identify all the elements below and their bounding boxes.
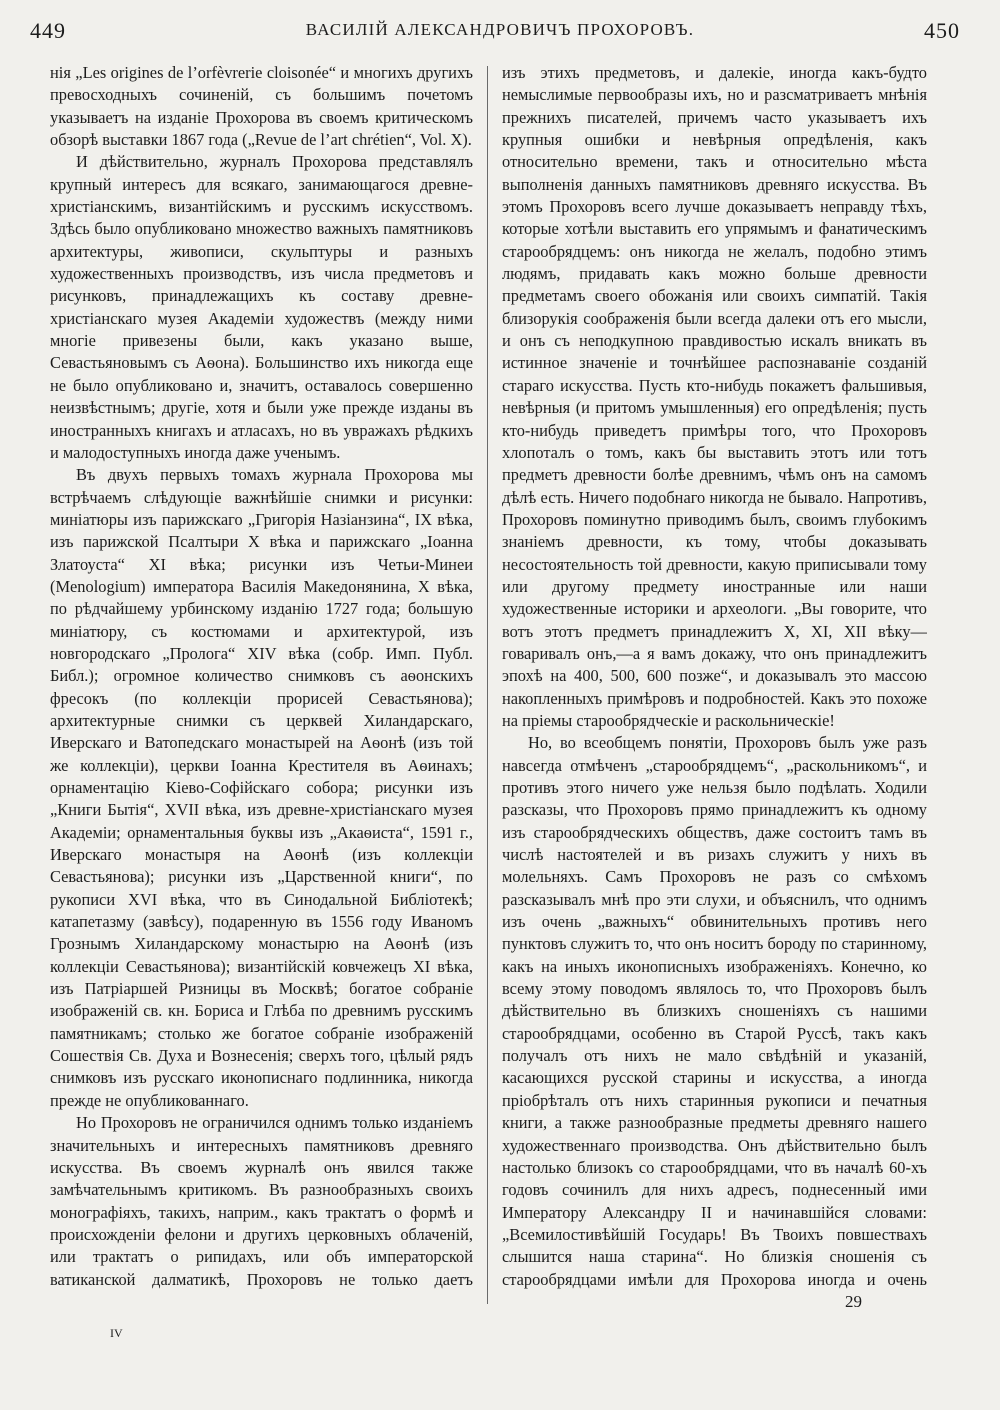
page-header	[30, 18, 970, 52]
right-column	[502, 62, 927, 1292]
paragraph: Но, во всеобщемъ понятіи, Прохоровъ былъ уже разъ навсегда отмѣченъ „старообрядцемъ“, „раскольникомъ“, и противъ этого ничего уже нельзя было подѣлать. Ходили разсказы, что Прохоровъ прямо принадлежитъ къ одному изъ старообрядческихъ обществъ, даже состоитъ тамъ въ числѣ настоятелей и въ ризахъ служитъ у нихъ въ молельняхъ. Самъ Прохоровъ не разъ со смѣхомъ разсказывалъ мнѣ про эти слухи, и объяснилъ, что однимъ изъ очень „важныхъ“ обвинительныхъ противъ него пунктовъ служитъ то, что онъ носитъ бороду по старинному, какъ на иныхъ иконописныхъ изображеніяхъ. Конечно, ко всему этому поводомъ являлось то, что Прохоровъ былъ дѣйствительно въ близкихъ сношеніяхъ съ нашими старообрядцами, особенно въ Старой Руссѣ, такъ какъ получалъ отъ нихъ не мало свѣдѣній и указаній, касающихся русской старины и искусства, а иногда пріобрѣталъ отъ нихъ старинныя рукописи и печатныя книги, а также разнообразные предметы древняго нашего художественнаго производства. Онъ дѣйствительно былъ настолько близокъ со старообрядцами, что въ началѣ 60-хъ годовъ сочинилъ для нихъ адресъ, поднесенный ими Императору Александру II и начинавшійся словами: „Всемилостивѣйшій Государь! Въ Твоихъ повшествахъ слышится наша старина“. Но близкія сношенія съ старообрядцами имѣли для Прохорова иногда и очень	[502, 733, 927, 1289]
paragraph: И дѣйствительно, журналъ Прохорова представлялъ крупный интересъ для всякаго, занимающагося древне-христіанскимъ, византійскимъ и русскимъ искусствомъ. Здѣсь было опубликовано множество важныхъ памятниковъ архитектуры, живописи, скульптуры и разныхъ художественныхъ производствъ, изъ числа предметовъ и рисунковъ, принадлежащихъ къ составу древне-христіанскаго музея Академіи художествъ (между ними многіе привезены были, какъ указано выше, Севастьяновымъ съ Аѳона). Большинство ихъ никогда еще не было опубликовано и, значитъ, оставалось совершенно неизвѣстнымъ; другіе, хотя и были уже прежде изданы въ иностранныхъ книгахъ и атласахъ, но въ увражахъ рѣдкихъ и малодоступныхъ иногда даже ученымъ.	[50, 152, 473, 462]
sheet-mark: IV	[110, 1326, 123, 1340]
right-page-number: 450	[924, 18, 960, 43]
paragraph: Но Прохоровъ не ограничился однимъ только изданіемъ значительныхъ и интересныхъ памятниковъ древняго искусства. Въ своемъ журналѣ онъ явился также замѣчательнымъ критикомъ. Въ разнообразныхъ своихъ монографіяхъ, такихъ, наприм., какъ трактатъ о формѣ и происхожденіи фелони и другихъ церковныхъ облаченій, или трактатъ о рипидахъ, или объ императорской ватиканской далматикѣ, Прохоровъ не только даетъ	[50, 1113, 473, 1289]
paragraph: Въ двухъ первыхъ томахъ журнала Прохорова мы встрѣчаемъ слѣдующіе важнѣйшіе снимки и рисунки: миніатюры изъ парижскаго „Григорія Назіанзина“, IX вѣка, изъ парижской Псалтыри X вѣка и парижскаго „Іоанна Златоуста“ XI вѣка; рисунки изъ Четьи-Минеи (Menologium) императора Василія Македонянина, X вѣка, по рѣдчайшему урбинскому изданію 1727 года; большую миніатюру, съ костюмами и архитектурой, изъ новгородскаго „Пролога“ XIV вѣка (собр. Имп. Публ. Библ.); огромное количество снимковъ съ аѳонскихъ фресокъ (по коллекціи прорисей Севастьянова); архитектурные снимки съ церквей Хиландарскаго, Иверскаго и Ватопедскаго монастырей на Аѳонѣ (изъ той же коллекціи), церкви Іоанна Крестителя въ Аѳинахъ; орнаментацію Кіево-Софійскаго собора; рисунки изъ „Книги Бытія“, XVII вѣка, изъ древне-христіанскаго музея Академіи; орнаментальныя буквы изъ „Акаѳиста“, 1591 г., Иверскаго монастыря на Аѳонѣ (изъ коллекціи Севастьянова); рисунки изъ „Царственной книги“, по рукописи XVI вѣка, что въ Синодальной Библіотекѣ; катапетазму (завѣсу), подаренную въ 1556 году Иваномъ Грознымъ Хиландарскому монастырю на Аѳонѣ (изъ коллекціи Севастьянова); византійскій ковчежецъ XI вѣка, изъ Патріаршей Ризницы въ Москвѣ; богатое собраніе изображеній св. кн. Бориса и Глѣба по древнимъ русскимъ памятникамъ; столько же богатое собраніе изображеній Сошествія Св. Духа и Вознесенія; сверхъ того, цѣлый рядъ снимковъ изъ русскаго иконописнаго подлинника, никогда прежде не опубликованнаго.	[50, 465, 473, 1110]
signature-mark: 29	[845, 1292, 862, 1311]
paragraph: изъ этихъ предметовъ, и далекіе, иногда какъ-будто немыслимые первообразы ихъ, но и разсматриваетъ мнѣнія прежнихъ писателей, причемъ часто указываетъ ихъ крупныя ошибки и невѣрныя опредѣленія, какъ относительно времени, такъ и относительно мѣста выполненія данныхъ памятниковъ древняго искусства. Въ этомъ Прохоровъ всего лучше доказываетъ неправду тѣхъ, которые хотѣли выставить его упрямымъ и фанатическимъ старообрядцемъ: онъ никогда не желалъ, подобно этимъ людямъ, придавать какъ можно больше древности предметамъ своего обожанія или своихъ симпатій. Такія близорукія соображенія были всегда далеки отъ его мысли, и онъ съ неподкупною правдивостью искалъ вникать въ истинное значеніе и точнѣйшее распознаваніе созданій стараго искусства. Пусть кто-нибудь покажетъ фальшивыя, невѣрныя (и притомъ умышленныя) его опредѣленія; пусть кто-нибудь приведетъ примѣры того, что Прохоровъ хлопоталъ о томъ, какъ бы выставить этотъ или тотъ предметъ древности болѣе древнимъ, чѣмъ онъ на самомъ дѣлѣ есть. Ничего подобнаго никогда не бывало. Напротивъ, Прохоровъ поминутно приводимъ былъ, своимъ глубокимъ знаніемъ древности, къ тому, чтобы доказывать несостоятельность той древности, какую приписывали тому или другому предмету иностранные или наши художественные историки и археологи. „Вы говорите, что вотъ этотъ предметъ принадлежитъ X, XI, XII вѣку—говаривалъ онъ,—а я вамъ докажу, что онъ принадлежитъ эпохѣ на 400, 500, 600 позже“, и доказывалъ это массою накопленныхъ примѣровъ и подробностей. Какъ это похоже на пріемы старообрядческіе и раскольническіе!	[502, 63, 927, 730]
column-divider	[487, 66, 488, 1304]
running-title: ВАСИЛІЙ АЛЕКСАНДРОВИЧЪ ПРОХОРОВЪ.	[305, 20, 695, 39]
left-column	[50, 62, 473, 1292]
left-page-number: 449	[30, 18, 66, 43]
paragraph: нія „Les origines de l’orfèvrerie cloisonée“ и многихъ другихъ превосходныхъ сочиненій, съ большимъ почетомъ указываетъ на изданіе Прохорова въ своемъ критическомъ обзорѣ выставки 1867 года („Revue de l’art chrétien“, Vol. X).	[50, 63, 473, 150]
